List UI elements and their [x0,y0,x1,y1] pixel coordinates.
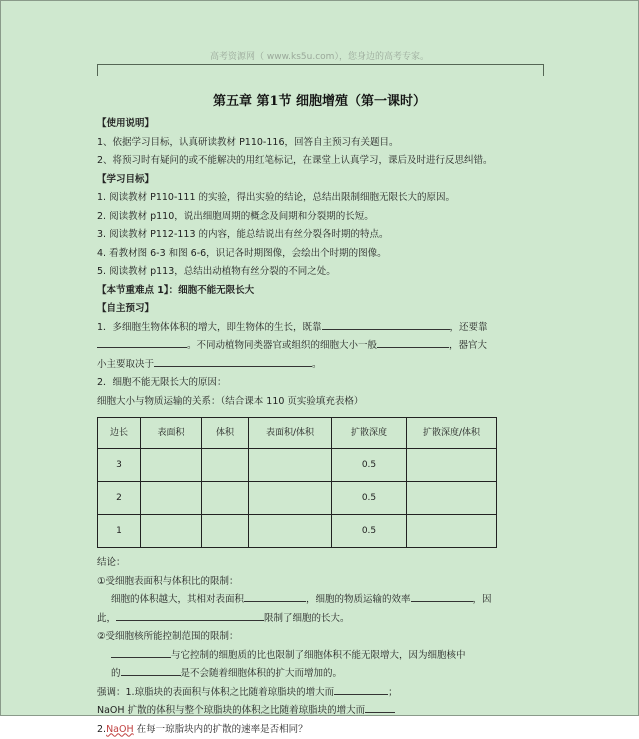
table-cell[interactable] [141,449,202,482]
emphasis-3: 2.NaOH 在每一琼脂块内的扩散的速率是否相同？ [97,721,549,739]
usage-line-2: 2、将预习时有疑问的或不能解决的用红笔标记，在课堂上认真学习，课后及时进行反思纠错。 [97,152,549,171]
table-cell[interactable] [407,482,497,515]
column-header: 表面积 [141,418,202,449]
answer-blank[interactable] [111,647,171,658]
corner-mark-right [543,64,544,76]
goal-item: 5. 阅读教材 p113，总结出动植物有丝分裂的不同之处。 [97,263,549,282]
table-cell[interactable] [141,515,202,548]
column-header: 扩散深度/体积 [407,418,497,449]
table-cell: 0.5 [332,482,407,515]
answer-blank[interactable] [377,337,449,348]
column-header: 扩散深度 [332,418,407,449]
column-header: 表面积/体积 [249,418,332,449]
table-cell: 2 [98,482,141,515]
document-body [97,115,549,739]
table-cell[interactable] [202,515,249,548]
table-cell: 1 [98,515,141,548]
header-rule [97,64,543,65]
conclusion-1: ①受细胞表面积与体积比的限制： [97,573,549,592]
answer-blank[interactable] [116,610,264,621]
question-2: 2．细胞不能无限长大的原因： [97,374,549,393]
column-header: 边长 [98,418,141,449]
question-1-line-2: 。不同动植物同类器官或组织的细胞大小一般 ，器官大 [97,337,549,356]
table-cell[interactable] [249,449,332,482]
key-point-heading: 【本节重难点 1】：细胞不能无限长大 [97,282,549,301]
table-row [98,515,497,548]
goal-item: 2. 阅读教材 p110，说出细胞周期的概念及间期和分裂期的长短。 [97,208,549,227]
goals-heading: 【学习目标】 [97,171,549,190]
preview-heading: 【自主预习】 [97,300,549,319]
conclusion-1-line-2: 此， 限制了细胞的长大。 [97,610,549,629]
conclusion-2-line-1: 与它控制的细胞质的比也限制了细胞体积不能无限增大，因为细胞核中 [97,647,549,666]
corner-mark-left [97,64,98,76]
table-cell[interactable] [202,449,249,482]
page-title: 第五章 第1节 细胞增殖（第一课时） [1,90,638,109]
cube-data-table [97,417,497,548]
table-cell[interactable] [407,449,497,482]
goal-item: 1. 阅读教材 P110-111 的实验，得出实验的结论，总结出限制细胞无限长大的原因。 [97,189,549,208]
goal-item: 3. 阅读教材 P112-113 的内容，能总结说出有丝分裂各时期的特点。 [97,226,549,245]
question-1-line-3: 小主要取决于 。 [97,356,549,375]
conclusion-1-line-1: 细胞的体积越大，其相对表面积 ，细胞的物质运输的效率 ，因 [97,591,549,610]
question-1-line-1: 1．多细胞生物体体积的增大，即生物体的生长，既靠 ，还要靠 [97,319,549,338]
table-cell: 0.5 [332,449,407,482]
answer-blank[interactable] [411,591,473,602]
table-cell[interactable] [202,482,249,515]
conclusion-2: ②受细胞核所能控制范围的限制： [97,628,549,647]
answer-blank[interactable] [121,665,181,676]
usage-heading: 【使用说明】 [97,115,549,134]
table-row [98,482,497,515]
answer-blank[interactable] [365,702,395,713]
emphasis-2: NaOH 扩散的体积与整个琼脂块的体积之比随着琼脂块的增大而 [97,702,549,721]
goal-item: 4. 看教材图 6-3 和图 6-6，识记各时期图像，会绘出个时期的图像。 [97,245,549,264]
table-cell[interactable] [141,482,202,515]
column-header: 体积 [202,418,249,449]
table-cell[interactable] [407,515,497,548]
table-cell[interactable] [249,515,332,548]
table-row [98,449,497,482]
conclusion-label: 结论： [97,554,549,573]
table-header-row [98,418,497,449]
usage-line-1: 1、依据学习目标，认真研读教材 P110-116，回答自主预习有关题目。 [97,134,549,153]
answer-blank[interactable] [97,337,187,348]
table-cell[interactable] [249,482,332,515]
table-cell: 3 [98,449,141,482]
answer-blank[interactable] [154,356,312,367]
answer-blank[interactable] [334,684,388,695]
spellcheck-word: NaOH [106,724,134,735]
answer-blank[interactable] [322,319,450,330]
header-note: 高考资源网（ www.ks5u.com），您身边的高考专家。 [1,49,638,62]
conclusion-2-line-2: 的 是不会随着细胞体积的扩大而增加的。 [97,665,549,684]
emphasis-1: 强调：1.琼脂块的表面积与体积之比随着琼脂块的增大而 ； [97,684,549,703]
table-intro: 细胞大小与物质运输的关系：（结合课本 110 页实验填充表格） [97,393,549,412]
answer-blank[interactable] [244,591,306,602]
table-cell: 0.5 [332,515,407,548]
